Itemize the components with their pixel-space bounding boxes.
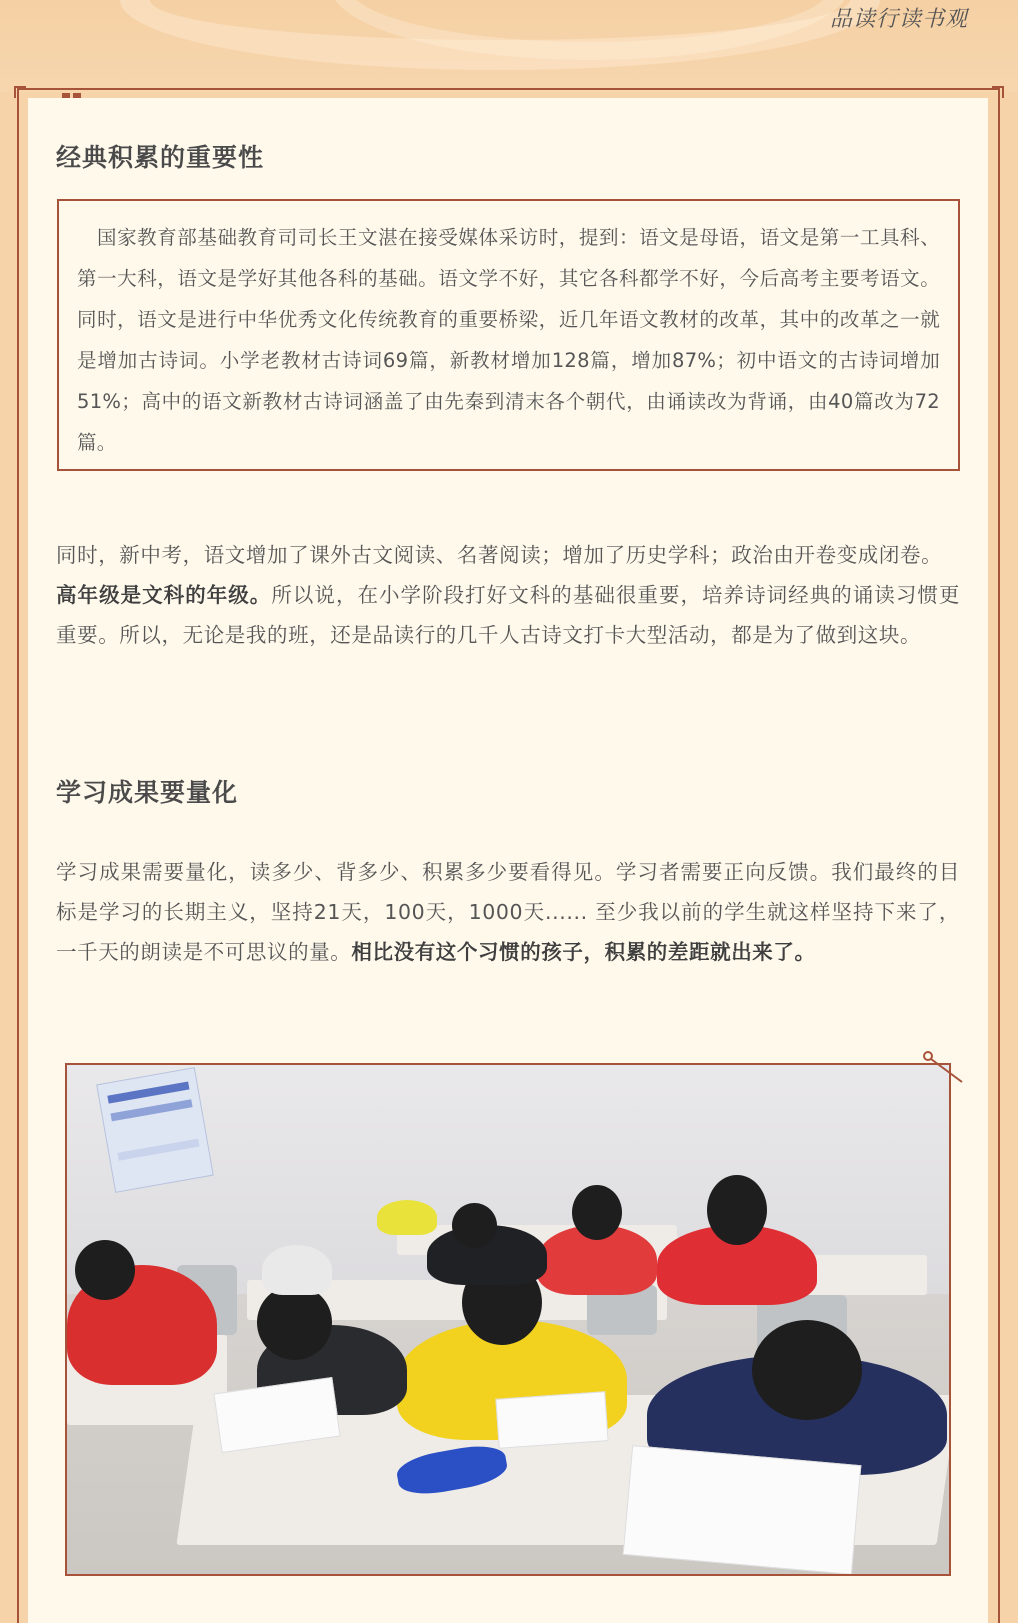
paragraph-bold: 高年级是文科的年级。	[56, 583, 272, 607]
paragraph-text: 所以说，在小学阶段打好文科的基础很重要，培养诗词经典的诵读习惯更重要。所以，无论是我的班，还是品读行的几千人古诗文打卡大型活动，都是为了做到这块。	[56, 583, 960, 647]
quote-text: 国家教育部基础教育司司长王文湛在接受媒体采访时，提到：语文是母语，语文是第一工具科、第一大科，语文是学好其他各科的基础。语文学不好，其它各科都学不好，今后高考主要考语文。同时，语文是进行中华优秀文化传统教育的重要桥梁，近几年语文教材的改革，其中的改革之一就是增加古诗词。小学老教材古诗词69篇，新教材增加128篇，增加87%；初中语文的古诗词增加51%；高中的语文新教材古诗词涵盖了由先秦到清末各个朝代，由诵读改为背诵，由40篇改为72篇。	[77, 226, 940, 454]
frame-corner	[14, 86, 26, 98]
wall-poster	[96, 1067, 214, 1193]
section-heading: 经典积累的重要性	[56, 143, 265, 172]
frame-corner	[992, 86, 1004, 98]
header-banner	[0, 0, 1018, 92]
paragraph	[56, 852, 960, 972]
section-heading: 学习成果要量化	[56, 778, 239, 807]
paragraph-bold: 相比没有这个习惯的孩子，积累的差距就出来了。	[351, 940, 816, 964]
brand-title: 品读行读书观	[829, 7, 968, 32]
paragraph	[56, 535, 960, 655]
frame-ticks	[62, 86, 84, 94]
quote-box	[57, 199, 960, 471]
paragraph-text: 学习成果需要量化，读多少、背多少、积累多少要看得见。学习者需要正向反馈。我们最终的目标是学习的长期主义，坚持21天，100天，1000天...... 至少我以前的学生就这样坚持下来了，一千天的朗读是不可思议的量。	[56, 860, 960, 964]
pin-icon	[922, 1050, 966, 1084]
classroom-photo	[65, 1063, 951, 1576]
paragraph-text: 同时，新中考，语文增加了课外古文阅读、名著阅读；增加了历史学科；政治由开卷变成闭卷。	[56, 543, 943, 567]
